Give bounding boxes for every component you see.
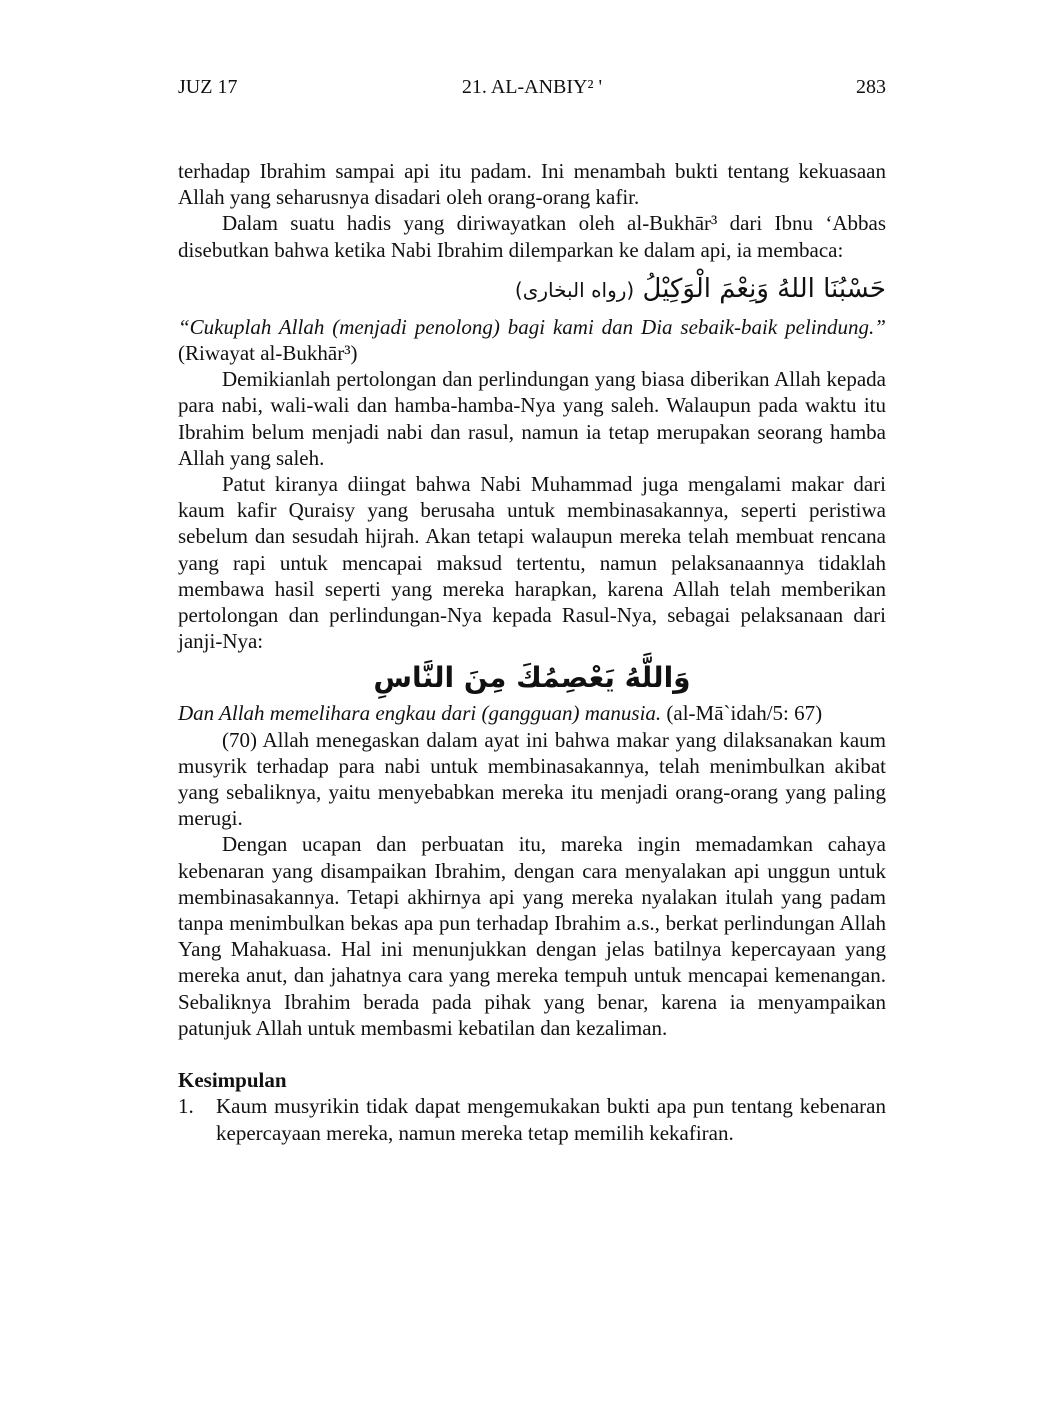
surah-title: 21. AL-ANBIY² '	[461, 76, 603, 98]
list-item	[178, 1093, 886, 1145]
juz-label: JUZ 17	[178, 76, 238, 98]
arabic-verse: وَاللَّهُ يَعْصِمُكَ مِنَ النَّاسِ	[373, 661, 691, 695]
verse-translation-reference: (al-Mā`idah/5: 67)	[661, 701, 823, 726]
page-header	[178, 74, 886, 104]
paragraph-3: Demikianlah pertolongan dan perlindungan yang biasa diberikan Allah kepada para nabi, wali-wali dan hamba-hamba-Nya yang saleh. Walaupun pada waktu itu Ibrahim belum menjadi nabi dan rasul, namun ia tetap merupakan seorang hamba Allah yang saleh.	[178, 367, 886, 470]
hadith-translation-reference: (Riwayat al-Bukhār³)	[178, 341, 358, 366]
page-number: 283	[856, 76, 886, 98]
hadith-translation	[178, 314, 886, 366]
arabic-hadith	[178, 267, 886, 312]
verse-translation	[178, 700, 886, 726]
page-body	[178, 158, 886, 1146]
arabic-hadith-reference: (رواه البخارى)	[514, 277, 635, 302]
hadith-translation-text: “Cukuplah Allah (menjadi penolong) bagi kami dan Dia sebaik-baik pelindung.”	[178, 314, 886, 339]
arabic-hadith-text: حَسْبُنَا اللهُ وَنِعْمَ الْوَكِيْلُ	[642, 273, 886, 304]
section-heading: Kesimpulan	[178, 1068, 287, 1093]
paragraph-1: terhadap Ibrahim sampai api itu padam. Ini menambah bukti tentang kekuasaan Allah yang seharusnya disadari oleh orang-orang kafir.	[178, 159, 886, 210]
verse-translation-text: Dan Allah memelihara engkau dari (gangguan) manusia.	[178, 701, 662, 726]
paragraph-6: Dengan ucapan dan perbuatan itu, mareka ingin memadamkan cahaya kebenaran yang disampaikan Ibrahim, dengan cara menyalakan api unggun untuk membinasakannya. Tetapi akhirnya api yang mereka nyalakan itulah yang padam tanpa menimbulkan bekas apa pun terhadap Ibrahim a.s., berkat perlindungan Allah Yang Mahakuasa. Hal ini menunjukkan dengan jelas batilnya kepercayaan yang mereka anut, dan jahatnya cara yang mereka tempuh untuk mencapai kemenangan. Sebaliknya Ibrahim berada pada pihak yang benar, karena ia menyampaikan patunjuk Allah untuk membasmi kebatilan dan kezaliman.	[178, 832, 886, 1040]
paragraph-4: Patut kiranya diingat bahwa Nabi Muhammad juga mengalami makar dari kaum kafir Quraisy yang berusaha untuk membinasakannya, seperti peristiwa sebelum dan sesudah hijrah. Akan tetapi walaupun mereka telah membuat rencana yang rapi untuk mencapai maksud tertentu, namun pelaksanaannya tidaklah membawa hasil seperti yang mereka harapkan, karena Allah telah memberikan pertolongan dan perlindungan-Nya kepada Rasul-Nya, sebagai pelaksanaan dari janji-Nya:	[178, 472, 886, 654]
paragraph-5: (70) Allah menegaskan dalam ayat ini bahwa makar yang dilaksanakan kaum musyrik terhadap para nabi untuk membinasakannya, telah menimbulkan akibat yang sebaliknya, yaitu menyebabkan mereka itu menjadi orang-orang yang paling merugi.	[178, 727, 886, 831]
paragraph-2: Dalam suatu hadis yang diriwayatkan oleh al-Bukhār³ dari Ibnu ‘Abbas disebutkan bahwa ketika Nabi Ibrahim dilemparkan ke dalam api, ia membaca:	[178, 211, 886, 262]
list-item-number: 1.	[178, 1094, 194, 1119]
list-item-text: Kaum musyrikin tidak dapat mengemukakan bukti apa pun tentang kebenaran kepercayaan mereka, namun mereka tetap memilih kekafiran.	[216, 1094, 886, 1145]
